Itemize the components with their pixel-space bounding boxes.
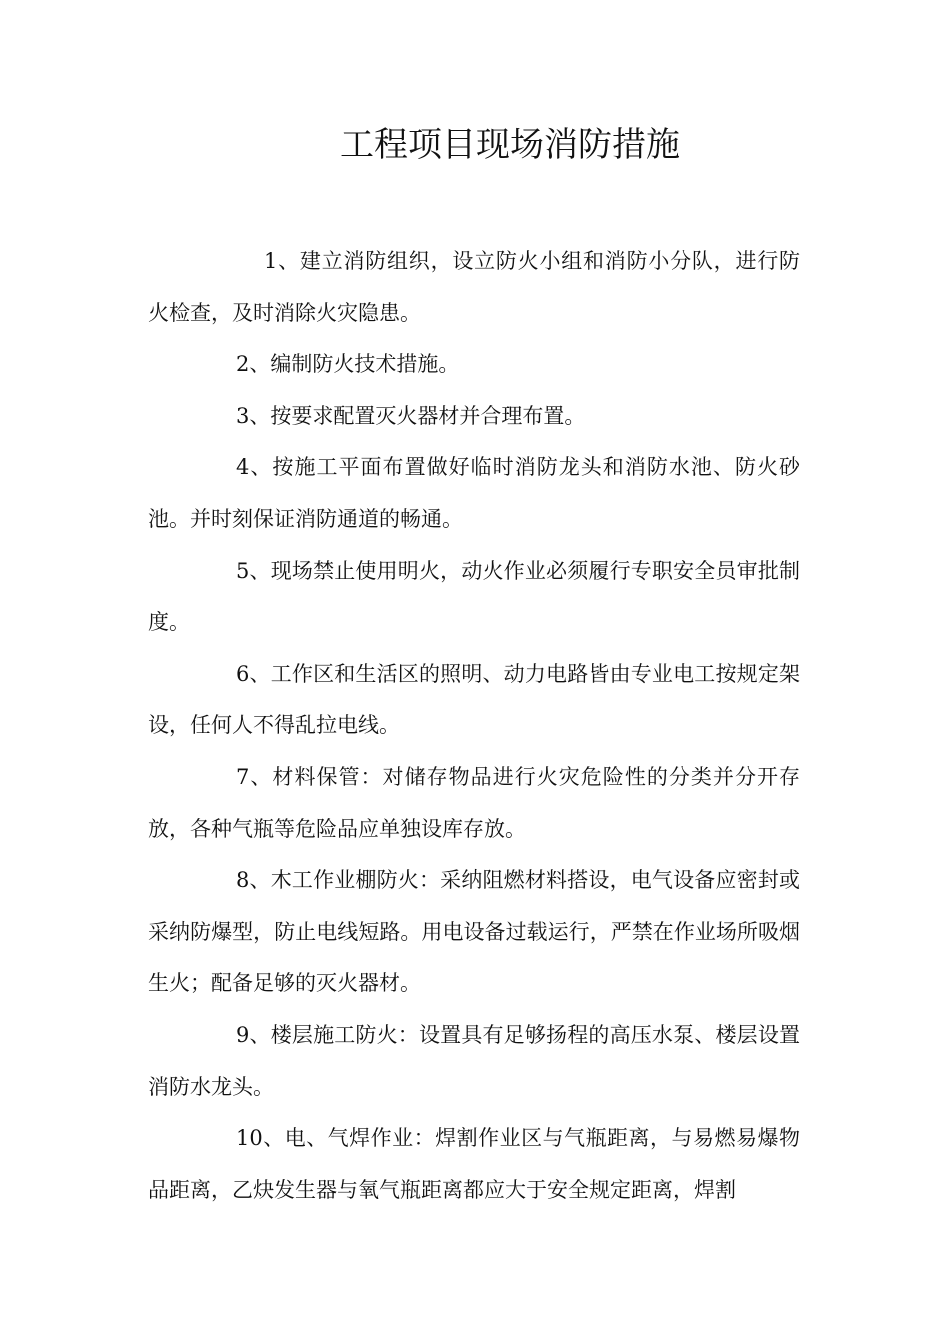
paragraph-7: 7、材料保管：对储存物品进行火灾危险性的分类并分开存放，各种气瓶等危险品应单独设库存放。: [148, 764, 800, 841]
document-title: 工程项目现场消防措施: [340, 125, 680, 165]
paragraph-2: 2、编制防火技术措施。: [236, 352, 460, 377]
document-body: [148, 236, 800, 1216]
paragraph-4: 4、按施工平面布置做好临时消防龙头和消防水池、防火砂池。并时刻保证消防通道的畅通。: [148, 455, 800, 531]
paragraph-6: 6、工作区和生活区的照明、动力电路皆由专业电工按规定架设，任何人不得乱拉电线。: [148, 661, 800, 738]
paragraph-9: 9、楼层施工防火：设置具有足够扬程的高压水泵、楼层设置消防水龙头。: [148, 1022, 800, 1099]
paragraph-10: 10、电、气焊作业：焊割作业区与气瓶距离，与易燃易爆物品距离，乙炔发生器与氧气瓶距离都应大于安全规定距离，焊割: [148, 1126, 800, 1202]
paragraph-8: 8、木工作业棚防火：采纳阻燃材料搭设，电气设备应密封或采纳防爆型，防止电线短路。用电设备过载运行，严禁在作业场所吸烟生火；配备足够的灭火器材。: [148, 868, 800, 996]
paragraph-3: 3、按要求配置灭火器材并合理布置。: [236, 403, 586, 428]
paragraph-5: 5、现场禁止使用明火，动火作业必须履行专职安全员审批制度。: [148, 558, 800, 635]
paragraph-1: 1、建立消防组织，设立防火小组和消防小分队，进行防火检查，及时消除火灾隐患。: [148, 249, 800, 325]
